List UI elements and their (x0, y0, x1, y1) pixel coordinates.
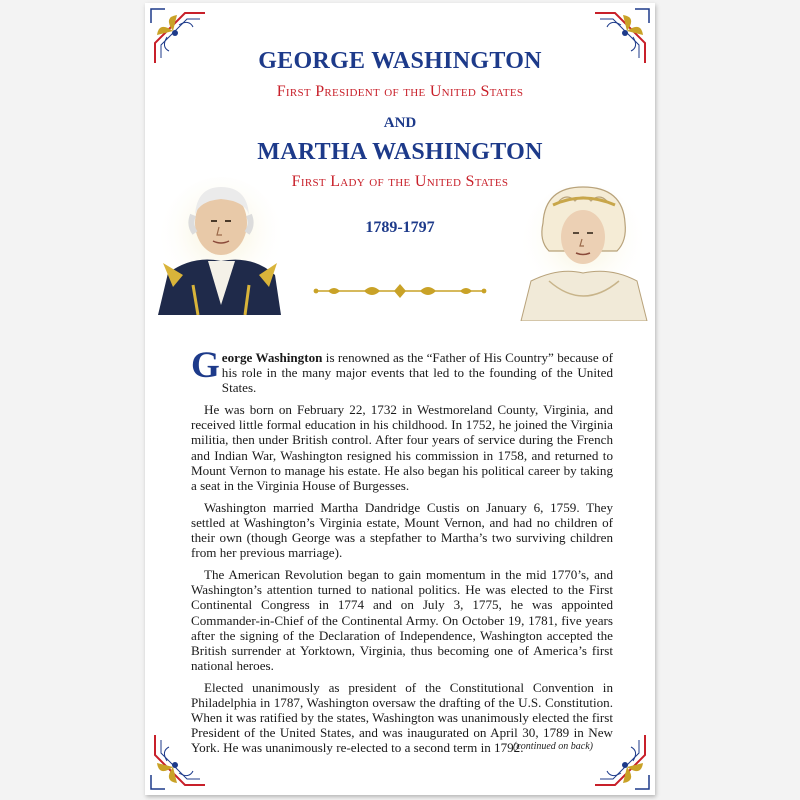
paragraph-5: Elected unanimously as president of the Constitutional Convention in Philadelphia in 1787, Washington oversaw the drafting of the U.S. Constitution. When it was ratified by the states, Washington was unanimously elected the first President of the United States, and was inaugurated on April 30, 1789 in New York. He was unanimously re-elected to a second term in 1792. (191, 679, 613, 756)
subtitle-first-president: First President of the United States (276, 83, 524, 100)
biography-text (191, 345, 613, 762)
paragraph-1-text: is renowned as the “Father of His Country” because of his role in the many major events that led to the founding of the United States. (221, 350, 613, 396)
term-years: 1789-1797 (365, 219, 435, 236)
paragraph-4: The American Revolution began to gain momentum in the mid 1770’s, and Washington’s attention turned to national politics. He was elected to the First Continental Congress in 1774 and on July 3, 1775, he was appointed Commander-in-Chief of the Continental Army. On October 19, 1781, five years after the signing of the Declaration of Independence, Washington accepted the British surrender at Yorktown, Virginia, thus becoming one of America’s first national heroes. (191, 567, 613, 673)
paragraph-1 (191, 345, 613, 396)
paragraph-2: He was born on February 22, 1732 in Westmoreland County, Virginia, and received little formal education in his childhood. In 1752, he joined the Virginia militia, then under British control. After four years of service during the French and Indian War, Washington resigned his commission in 1758, and returned to Mount Vernon to manage his estate. He also began his political career by taking a seat in the Virginia House of Burgesses. (191, 402, 613, 493)
drop-cap: G (191, 345, 220, 386)
subject-name: eorge Washington (221, 350, 323, 365)
title-connector: AND (383, 115, 417, 131)
george-washington-portrait (153, 175, 283, 315)
martha-washington-portrait (519, 181, 649, 321)
gold-scroll-divider-icon (310, 281, 490, 301)
biography-card (145, 3, 655, 795)
continued-note: (continued on back) (513, 741, 593, 752)
paragraph-3: Washington married Martha Dandridge Custis on January 6, 1759. They settled at Washington’s Virginia estate, Mount Vernon, and had no children of their own (though George was a stepfather to Martha’s two surviving children from her previous marriage). (191, 499, 613, 561)
title-george-washington: GEORGE WASHINGTON (258, 48, 542, 74)
subtitle-first-lady: First Lady of the United States (291, 173, 509, 190)
title-martha-washington: MARTHA WASHINGTON (257, 139, 543, 165)
